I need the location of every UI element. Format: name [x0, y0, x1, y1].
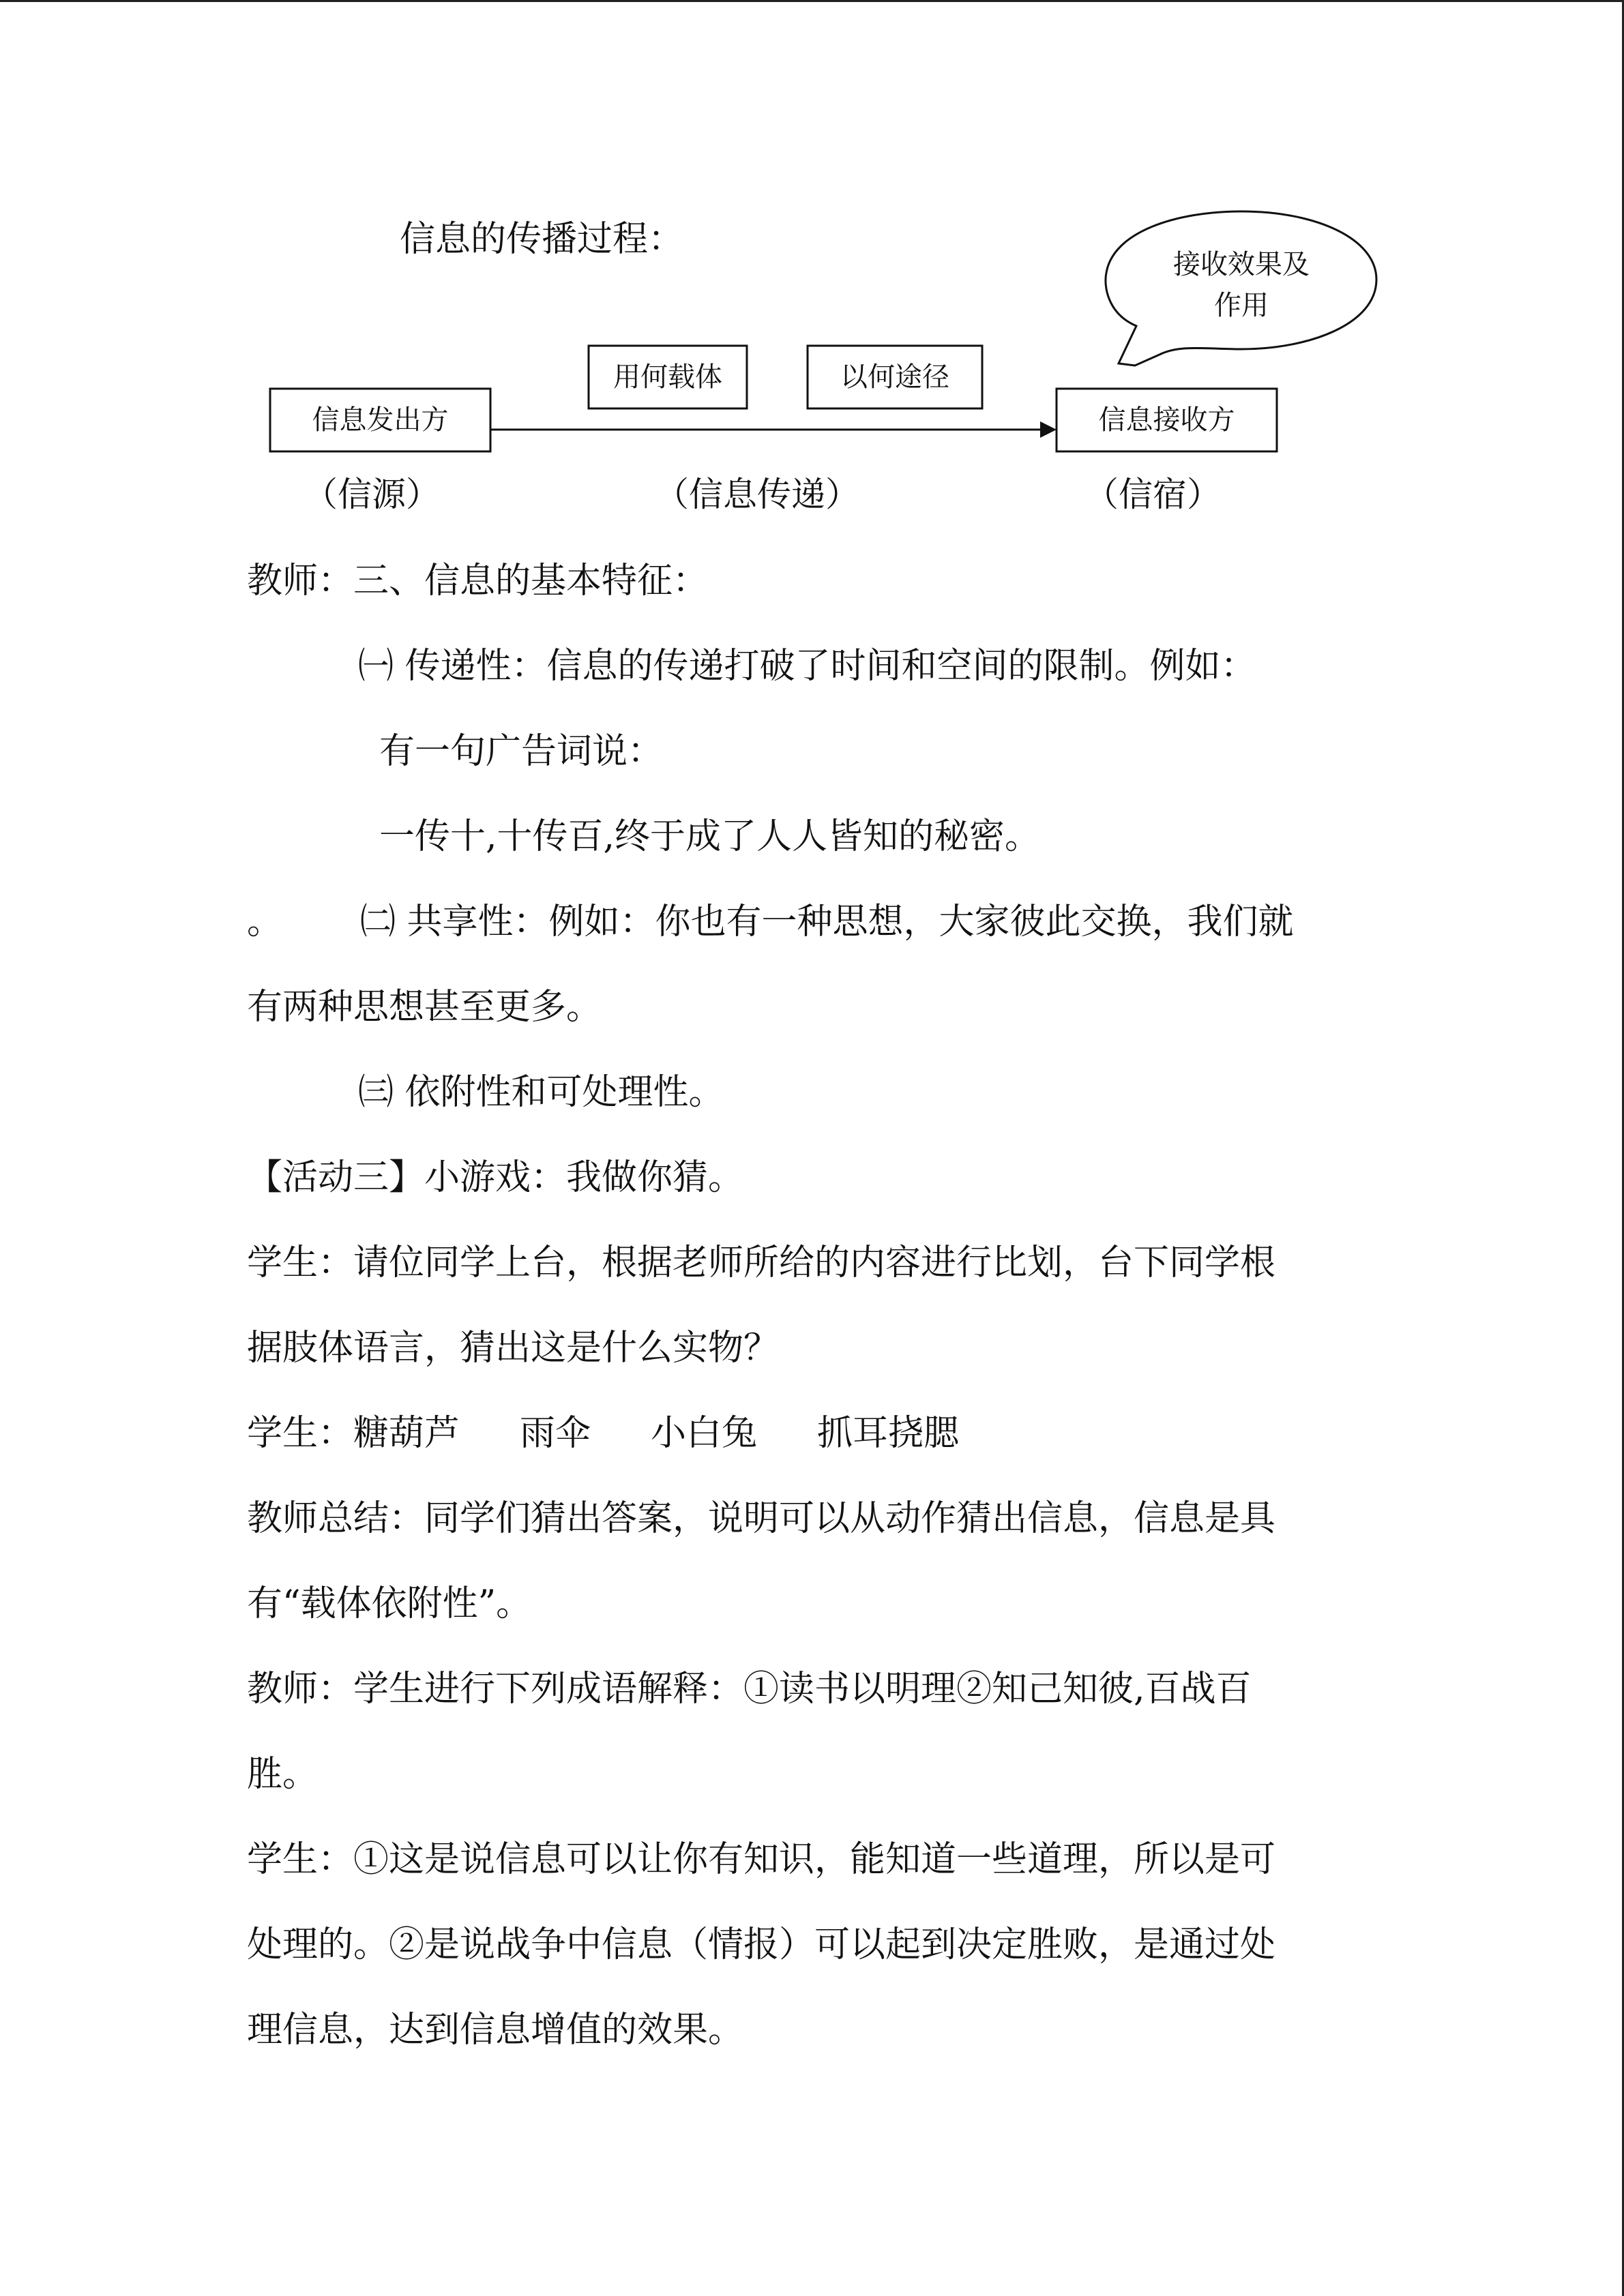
teacher-heading: 教师：三、信息的基本特征：	[247, 561, 709, 601]
activity-heading: 【活动三】小游戏：我做你猜。	[247, 1157, 744, 1198]
route-box-label: 以何途径	[840, 361, 949, 393]
item1-sub1: 有一句广告词说：	[379, 731, 664, 772]
item2-prefix: 。	[247, 901, 283, 942]
diagram-title: 信息的传播过程：	[400, 219, 684, 260]
effect-bubble-line2: 作用	[1214, 290, 1269, 321]
student2-prefix: 学生：糖葫芦	[247, 1413, 460, 1454]
label-sink: （信宿）	[1084, 475, 1221, 514]
answer-umbrella: 雨伞	[520, 1413, 591, 1454]
sender-box-label: 信息发出方	[312, 404, 449, 436]
item-shareability: ㈡ 共享性：例如：你也有一种思想，大家彼此交换，我们就	[360, 901, 1294, 942]
student1-line1: 学生：请位同学上台，根据老师所给的内容进行比划，台下同学根	[247, 1242, 1276, 1283]
summary-line1: 教师总结：同学们猜出答案，说明可以从动作猜出信息，信息是具	[247, 1498, 1276, 1539]
item-dependency: ㈢ 依附性和可处理性。	[358, 1072, 724, 1113]
student3-line2: 处理的。②是说战争中信息（情报）可以起到决定胜败，是通过处	[247, 1924, 1276, 1965]
receiver-box-label: 信息接收方	[1098, 404, 1235, 436]
transmission-arrow-head	[1040, 421, 1057, 438]
answer-scratch-ear: 抓耳挠腮	[817, 1413, 960, 1454]
propagation-diagram	[0, 0, 1624, 546]
label-transmission: （信息传递）	[655, 475, 859, 514]
student3-line1: 学生：①这是说信息可以让你有知识，能知道一些道理，所以是可	[247, 1839, 1276, 1880]
item2-continued: 有两种思想甚至更多。	[247, 987, 602, 1028]
item-transmissibility: ㈠ 传递性：信息的传递打破了时间和空间的限制。例如：	[358, 646, 1256, 687]
answer-rabbit: 小白兔	[651, 1413, 758, 1454]
student2-answers	[247, 1410, 959, 1457]
teacher2-line2: 胜。	[247, 1754, 319, 1795]
effect-bubble-line1: 接收效果及	[1173, 249, 1310, 280]
teacher2-line1: 教师：学生进行下列成语解释：①读书以明理②知己知彼,百战百	[247, 1669, 1252, 1710]
item1-sub2: 一传十,十传百,终于成了人人皆知的秘密。	[379, 816, 1041, 857]
carrier-box-label: 用何载体	[613, 361, 722, 393]
diagram-shapes	[0, 0, 1624, 546]
summary-line2: 有“载体依附性”。	[247, 1583, 532, 1624]
label-source: （信源）	[304, 475, 440, 514]
student3-line3: 理信息，达到信息增值的效果。	[247, 2010, 744, 2051]
student1-line2: 据肢体语言，猜出这是什么实物？	[247, 1328, 780, 1369]
